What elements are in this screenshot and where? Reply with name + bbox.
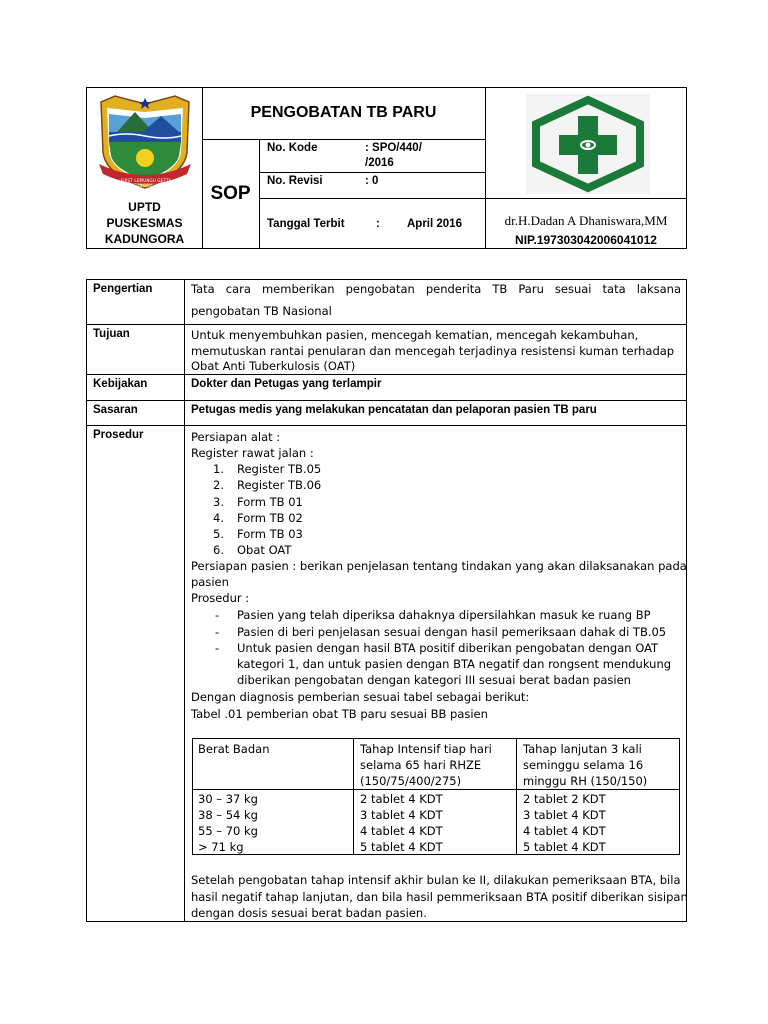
list-item-text: Obat OAT — [237, 543, 292, 557]
field-value — [365, 141, 422, 171]
section-label-sasaran: Sasaran — [93, 404, 138, 416]
table-column — [360, 791, 443, 855]
dash: - — [215, 625, 220, 639]
sop-label: SOP — [210, 183, 251, 204]
table-cell: 2 tablet 4 KDT — [360, 792, 443, 806]
step-text: Pasien di beri penjelasan sesuai dengan hasil pemeriksaan dahak di TB.05 — [237, 625, 667, 639]
header-line: Berat Badan — [198, 742, 270, 756]
table-cell: 3 tablet 4 KDT — [360, 808, 443, 822]
table-cell: 3 tablet 4 KDT — [523, 808, 606, 822]
list-item-text: Register TB.06 — [237, 478, 322, 492]
org-name — [87, 199, 202, 247]
text-line: Obat Anti Tuberkulosis (OAT) — [191, 359, 356, 373]
sasaran-text: Petugas medis yang melakukan pencatatan dan pelaporan pasien TB paru — [191, 404, 597, 416]
divider — [516, 738, 517, 855]
dash: - — [215, 641, 220, 655]
text-line: diberikan pengobatan dengan kategori III sesuai berat badan pasien — [237, 673, 631, 687]
divider — [202, 139, 485, 140]
diagnosis-line: Dengan diagnosis pemberian sesuai tabel sebagai berikut: — [191, 690, 530, 704]
list-num: 1. — [213, 462, 224, 476]
list-num: 6. — [213, 543, 224, 557]
page-title: PENGOBATAN TB PARU — [250, 104, 437, 121]
tujuan-text — [191, 328, 674, 375]
text-line: kategori 1, dan untuk pasien dengan BTA negatif dan rongsent mendukung — [237, 657, 672, 671]
section-label-kebijakan: Kebijakan — [93, 378, 148, 390]
divider — [353, 738, 354, 855]
header-line: (150/75/400/275) — [360, 774, 462, 788]
table-header — [360, 741, 492, 789]
persiapan-alat: Persiapan alat : — [191, 430, 281, 444]
divider — [184, 279, 185, 922]
field-label: No. Kode — [267, 142, 318, 154]
section-label-tujuan: Tujuan — [93, 328, 130, 340]
list-num: 3. — [213, 495, 224, 509]
table-cell: > 71 kg — [198, 840, 244, 854]
persiapan-pasien: pasien — [191, 575, 229, 589]
field-value-line: : SPO/440/ — [365, 142, 422, 154]
list-item — [213, 526, 224, 542]
divider — [86, 425, 687, 426]
table-cell: 4 tablet 4 KDT — [523, 824, 606, 838]
table-cell: 4 tablet 4 KDT — [360, 824, 443, 838]
emblem-motto: FIRST LEMUNGU GETTA KEUNGGULAN — [120, 178, 172, 188]
register-label: Register rawat jalan : — [191, 446, 314, 460]
divider — [192, 789, 680, 790]
closing-paragraph — [191, 872, 688, 922]
text-line: Untuk menyembuhkan pasien, mencegah kematian, mencegah kekambuhan, — [191, 328, 639, 342]
pengertian-text: Tata cara memberikan pengobatan penderita TB Paru sesuai tata laksana — [191, 282, 681, 296]
kebijakan-text: Dokter dan Petugas yang terlampir — [191, 378, 382, 390]
list-num: 5. — [213, 527, 224, 541]
list-item-text: Form TB 01 — [237, 495, 303, 509]
list-item — [213, 494, 224, 510]
table-cell: 55 – 70 kg — [198, 824, 258, 838]
field-value: April 2016 — [407, 218, 462, 230]
text-line: Setelah pengobatan tahap intensif akhir bulan ke II, dilakukan pemeriksaan BTA, bila — [191, 873, 681, 887]
header-line: seminggu selama 16 — [523, 758, 644, 772]
list-item — [213, 510, 224, 526]
list-item — [213, 542, 224, 558]
field-label: Tanggal Terbit — [267, 218, 345, 230]
list-num: 4. — [213, 511, 224, 525]
field-colon: : — [376, 218, 380, 230]
table-cell: 38 – 54 kg — [198, 808, 258, 822]
list-item-text: Form TB 02 — [237, 511, 303, 525]
table-header — [198, 741, 269, 757]
persiapan-pasien: Persiapan pasien : berikan penjelasan tentang tindakan yang akan dilaksanakan pada — [191, 559, 687, 573]
table-header — [523, 741, 647, 789]
table-column — [523, 791, 606, 855]
header-line: Tahap lanjutan 3 kali — [523, 742, 642, 756]
list-item — [213, 461, 224, 477]
list-item-text: Register TB.05 — [237, 462, 322, 476]
step-text — [237, 640, 671, 688]
field-value-line: /2016 — [365, 157, 394, 169]
pengertian-text: pengobatan TB Nasional — [191, 304, 332, 318]
step-text: Pasien yang telah diperiksa dahaknya dipersilahkan masuk ke ruang BP — [237, 608, 651, 622]
field-label: No. Revisi — [267, 175, 323, 187]
section-label-prosedur: Prosedur — [93, 429, 144, 441]
text-line: Untuk pasien dengan hasil BTA positif diberikan pengobatan dengan OAT — [237, 641, 659, 655]
text-line: hasil negatif tahap lanjutan, dan bila hasil pemmeriksaan BTA positif diberikan sisipan — [191, 889, 688, 904]
org-line: PUSKESMAS — [106, 216, 183, 230]
table-cell: 5 tablet 4 KDT — [360, 840, 443, 854]
section-label-pengertian: Pengertian — [93, 283, 153, 295]
text-line: dengan dosis sesuai berat badan pasien. — [191, 906, 427, 920]
header-line: minggu RH (150/150) — [523, 774, 648, 788]
list-item-text: Form TB 03 — [237, 527, 303, 541]
org-line: UPTD — [128, 200, 161, 214]
table-cell: 30 – 37 kg — [198, 792, 258, 806]
table-column — [198, 791, 258, 855]
header-line: selama 65 hari RHZE — [360, 758, 482, 772]
list-item — [213, 477, 224, 493]
divider — [86, 324, 687, 325]
divider — [259, 198, 686, 199]
field-value: : 0 — [365, 175, 379, 187]
header-line: Tahap Intensif tiap hari — [360, 742, 492, 756]
table-cell: 5 tablet 4 KDT — [523, 840, 606, 854]
divider — [259, 172, 485, 173]
signer-nip: NIP.197303042006041012 — [515, 233, 657, 247]
signer-name: dr.H.Dadan A Dhaniswara,MM — [504, 213, 668, 228]
table-caption: Tabel .01 pemberian obat TB paru sesuai BB pasien — [191, 707, 488, 721]
dash: - — [215, 608, 220, 622]
table-cell: 2 tablet 2 KDT — [523, 792, 606, 806]
prosedur-label: Prosedur : — [191, 591, 250, 605]
org-line: KADUNGORA — [104, 232, 185, 246]
list-num: 2. — [213, 478, 224, 492]
puskesmas-logo — [526, 94, 650, 194]
divider — [86, 400, 687, 401]
text-line: memutuskan rantai penularan dan mencegah terjadinya resistensi kuman terhadap — [191, 343, 675, 358]
divider — [259, 139, 260, 249]
